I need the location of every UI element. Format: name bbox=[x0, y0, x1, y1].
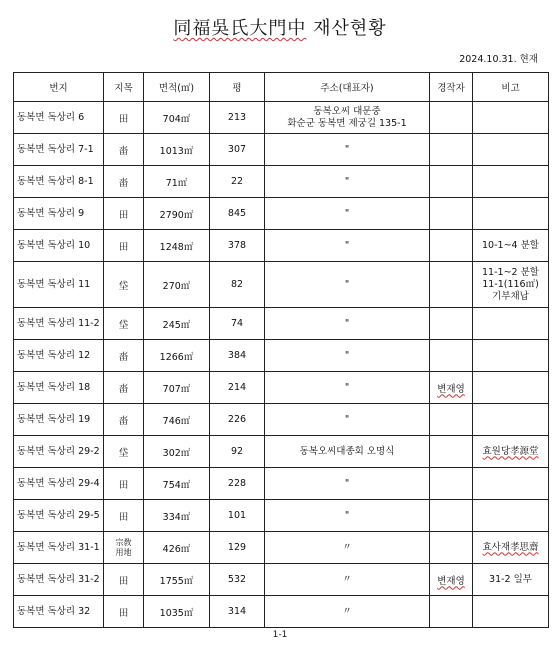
cell-pyeong: 226 bbox=[210, 404, 265, 436]
jimok-text: 田 bbox=[118, 511, 129, 523]
cell-note bbox=[473, 532, 549, 564]
cell-area: 746㎡ bbox=[144, 404, 210, 436]
cell-bunji: 동복면 독상리 29-5 bbox=[14, 500, 104, 532]
cell-area: 426㎡ bbox=[144, 532, 210, 564]
cell-jimok bbox=[104, 230, 144, 262]
property-table bbox=[13, 72, 549, 628]
page-number: 1-1 bbox=[272, 630, 288, 640]
address-line1: 〃 bbox=[342, 541, 352, 553]
cell-area: 334㎡ bbox=[144, 500, 210, 532]
col-header-bunji: 번지 bbox=[14, 73, 104, 102]
address-line1: " bbox=[344, 349, 350, 361]
col-header-address: 주소(대표자) bbox=[265, 73, 430, 102]
cell-bunji: 동복면 독상리 9 bbox=[14, 198, 104, 230]
cell-jimok bbox=[104, 468, 144, 500]
cell-bunji: 동복면 독상리 31-1 bbox=[14, 532, 104, 564]
address-line1: " bbox=[344, 317, 350, 329]
cell-note bbox=[473, 102, 549, 134]
cell-jimok bbox=[104, 102, 144, 134]
cell-bunji: 동복면 독상리 11-2 bbox=[14, 308, 104, 340]
cell-cultivator bbox=[430, 404, 473, 436]
cell-area: 1266㎡ bbox=[144, 340, 210, 372]
title-korean: 재산현황 bbox=[313, 18, 387, 39]
address-line1: 〃 bbox=[342, 605, 352, 617]
cell-pyeong: 314 bbox=[210, 596, 265, 628]
cell-cultivator bbox=[430, 262, 473, 308]
jimok-text: 田 bbox=[118, 607, 129, 619]
cell-cultivator bbox=[430, 436, 473, 468]
address-line1: " bbox=[344, 413, 350, 425]
table-row bbox=[14, 102, 549, 134]
cell-area: 1248㎡ bbox=[144, 230, 210, 262]
address-line1: " bbox=[344, 381, 350, 393]
cell-area: 1755㎡ bbox=[144, 564, 210, 596]
cell-note bbox=[473, 564, 549, 596]
jimok-text: 垈 bbox=[118, 280, 129, 292]
cell-area: 1013㎡ bbox=[144, 134, 210, 166]
note-text: 31-2 일부 bbox=[489, 573, 532, 585]
cell-jimok bbox=[104, 166, 144, 198]
table-row bbox=[14, 198, 549, 230]
address-line1: 동복오씨 대문중 bbox=[313, 105, 381, 117]
cell-cultivator bbox=[430, 166, 473, 198]
cell-area: 754㎡ bbox=[144, 468, 210, 500]
cell-address bbox=[265, 230, 430, 262]
jimok-text: 垈 bbox=[118, 447, 129, 459]
table-row bbox=[14, 166, 549, 198]
cell-pyeong: 101 bbox=[210, 500, 265, 532]
cultivator-text: 변재영 bbox=[437, 575, 465, 587]
document-title bbox=[0, 14, 560, 40]
cell-note bbox=[473, 500, 549, 532]
cell-note bbox=[473, 262, 549, 308]
cell-pyeong: 378 bbox=[210, 230, 265, 262]
cell-bunji: 동복면 독상리 31-2 bbox=[14, 564, 104, 596]
cell-pyeong: 22 bbox=[210, 166, 265, 198]
cell-pyeong: 845 bbox=[210, 198, 265, 230]
note-text: 효원당孝源堂 bbox=[482, 445, 539, 457]
cell-note bbox=[473, 404, 549, 436]
cell-jimok bbox=[104, 532, 144, 564]
cell-area: 2790㎡ bbox=[144, 198, 210, 230]
cell-address bbox=[265, 468, 430, 500]
cell-address bbox=[265, 372, 430, 404]
cell-bunji: 동복면 독상리 10 bbox=[14, 230, 104, 262]
address-line1: 동복오씨대종회 오명식 bbox=[299, 445, 395, 457]
cell-cultivator bbox=[430, 308, 473, 340]
cell-pyeong: 228 bbox=[210, 468, 265, 500]
table-row bbox=[14, 596, 549, 628]
address-line1: " bbox=[344, 509, 350, 521]
cell-pyeong: 384 bbox=[210, 340, 265, 372]
cell-cultivator bbox=[430, 596, 473, 628]
address-line2: 화순군 동복면 제궁길 135-1 bbox=[287, 117, 407, 129]
cell-note bbox=[473, 166, 549, 198]
address-line1: " bbox=[344, 278, 350, 290]
cultivator-text: 변재영 bbox=[437, 383, 465, 395]
jimok-text: 田 bbox=[118, 575, 129, 587]
cell-jimok bbox=[104, 134, 144, 166]
cell-cultivator bbox=[430, 468, 473, 500]
cell-bunji: 동복면 독상리 6 bbox=[14, 102, 104, 134]
address-line1: " bbox=[344, 239, 350, 251]
table-row bbox=[14, 532, 549, 564]
col-header-pyeong: 평 bbox=[210, 73, 265, 102]
table-row bbox=[14, 564, 549, 596]
cell-cultivator bbox=[430, 372, 473, 404]
cell-jimok bbox=[104, 198, 144, 230]
table-header-row bbox=[14, 73, 549, 102]
cell-cultivator bbox=[430, 102, 473, 134]
jimok-text: 畓 bbox=[118, 383, 129, 395]
cell-bunji: 동복면 독상리 7-1 bbox=[14, 134, 104, 166]
cell-bunji: 동복면 독상리 32 bbox=[14, 596, 104, 628]
cell-address bbox=[265, 436, 430, 468]
table-row bbox=[14, 372, 549, 404]
cell-note bbox=[473, 340, 549, 372]
cell-cultivator bbox=[430, 230, 473, 262]
cell-cultivator bbox=[430, 532, 473, 564]
table-row bbox=[14, 262, 549, 308]
cell-area: 1035㎡ bbox=[144, 596, 210, 628]
cell-address bbox=[265, 564, 430, 596]
address-line1: " bbox=[344, 143, 350, 155]
note-text: 10-1~4 분할 bbox=[482, 239, 539, 251]
address-line1: " bbox=[344, 207, 350, 219]
cell-bunji: 동복면 독상리 19 bbox=[14, 404, 104, 436]
cell-bunji: 동복면 독상리 18 bbox=[14, 372, 104, 404]
table-row bbox=[14, 468, 549, 500]
col-header-jimok: 지목 bbox=[104, 73, 144, 102]
cell-jimok bbox=[104, 372, 144, 404]
jimok-text: 垈 bbox=[118, 319, 129, 331]
cell-jimok bbox=[104, 500, 144, 532]
cell-jimok bbox=[104, 308, 144, 340]
col-header-cultivator: 경작자 bbox=[430, 73, 473, 102]
cell-address bbox=[265, 532, 430, 564]
address-line1: 〃 bbox=[342, 573, 352, 585]
cell-address bbox=[265, 596, 430, 628]
jimok-text: 田 bbox=[118, 479, 129, 491]
cell-pyeong: 214 bbox=[210, 372, 265, 404]
cell-area: 245㎡ bbox=[144, 308, 210, 340]
col-header-area: 면적(㎡) bbox=[144, 73, 210, 102]
as-of-date: 2024.10.31. 현재 bbox=[459, 54, 538, 65]
cell-cultivator bbox=[430, 198, 473, 230]
col-header-note: 비고 bbox=[473, 73, 549, 102]
cell-note bbox=[473, 468, 549, 500]
cell-address bbox=[265, 102, 430, 134]
cell-cultivator bbox=[430, 564, 473, 596]
cell-pyeong: 213 bbox=[210, 102, 265, 134]
table-row bbox=[14, 340, 549, 372]
cell-area: 270㎡ bbox=[144, 262, 210, 308]
cell-jimok bbox=[104, 596, 144, 628]
jimok-text: 畓 bbox=[118, 415, 129, 427]
cell-jimok bbox=[104, 436, 144, 468]
cell-jimok bbox=[104, 404, 144, 436]
cell-address bbox=[265, 308, 430, 340]
note-text: 11-1~2 분할 11-1(116㎡) 기부채납 bbox=[482, 266, 539, 302]
table-row bbox=[14, 404, 549, 436]
cell-note bbox=[473, 230, 549, 262]
cell-bunji: 동복면 독상리 12 bbox=[14, 340, 104, 372]
cell-cultivator bbox=[430, 500, 473, 532]
jimok-text: 田 bbox=[118, 209, 129, 221]
cell-jimok bbox=[104, 564, 144, 596]
cell-note bbox=[473, 198, 549, 230]
jimok-text: 畓 bbox=[118, 145, 129, 157]
cell-address bbox=[265, 500, 430, 532]
cell-note bbox=[473, 436, 549, 468]
cell-address bbox=[265, 134, 430, 166]
cell-note bbox=[473, 134, 549, 166]
table-row bbox=[14, 230, 549, 262]
cell-pyeong: 92 bbox=[210, 436, 265, 468]
cell-area: 704㎡ bbox=[144, 102, 210, 134]
cell-jimok bbox=[104, 340, 144, 372]
cell-address bbox=[265, 166, 430, 198]
address-line1: " bbox=[344, 175, 350, 187]
cell-address bbox=[265, 198, 430, 230]
cell-cultivator bbox=[430, 134, 473, 166]
cell-pyeong: 82 bbox=[210, 262, 265, 308]
jimok-text: 田 bbox=[118, 241, 129, 253]
cell-pyeong: 532 bbox=[210, 564, 265, 596]
cell-address bbox=[265, 262, 430, 308]
cell-bunji: 동복면 독상리 11 bbox=[14, 262, 104, 308]
jimok-text: 宗敎 用地 bbox=[115, 537, 132, 557]
cell-note bbox=[473, 372, 549, 404]
cell-address bbox=[265, 340, 430, 372]
address-line1: " bbox=[344, 477, 350, 489]
cell-address bbox=[265, 404, 430, 436]
note-text: 효사재孝思齋 bbox=[482, 541, 539, 553]
table-row bbox=[14, 134, 549, 166]
cell-bunji: 동복면 독상리 8-1 bbox=[14, 166, 104, 198]
cell-pyeong: 74 bbox=[210, 308, 265, 340]
title-hanja: 同福吳氏大門中 bbox=[173, 18, 307, 39]
cell-area: 71㎡ bbox=[144, 166, 210, 198]
cell-pyeong: 307 bbox=[210, 134, 265, 166]
cell-pyeong: 129 bbox=[210, 532, 265, 564]
jimok-text: 田 bbox=[118, 113, 129, 125]
cell-cultivator bbox=[430, 340, 473, 372]
cell-note bbox=[473, 596, 549, 628]
jimok-text: 畓 bbox=[118, 351, 129, 363]
cell-area: 707㎡ bbox=[144, 372, 210, 404]
cell-area: 302㎡ bbox=[144, 436, 210, 468]
cell-bunji: 동복면 독상리 29-2 bbox=[14, 436, 104, 468]
table-row bbox=[14, 436, 549, 468]
table-row bbox=[14, 308, 549, 340]
cell-note bbox=[473, 308, 549, 340]
table-row bbox=[14, 500, 549, 532]
cell-bunji: 동복면 독상리 29-4 bbox=[14, 468, 104, 500]
jimok-text: 畓 bbox=[118, 177, 129, 189]
cell-jimok bbox=[104, 262, 144, 308]
